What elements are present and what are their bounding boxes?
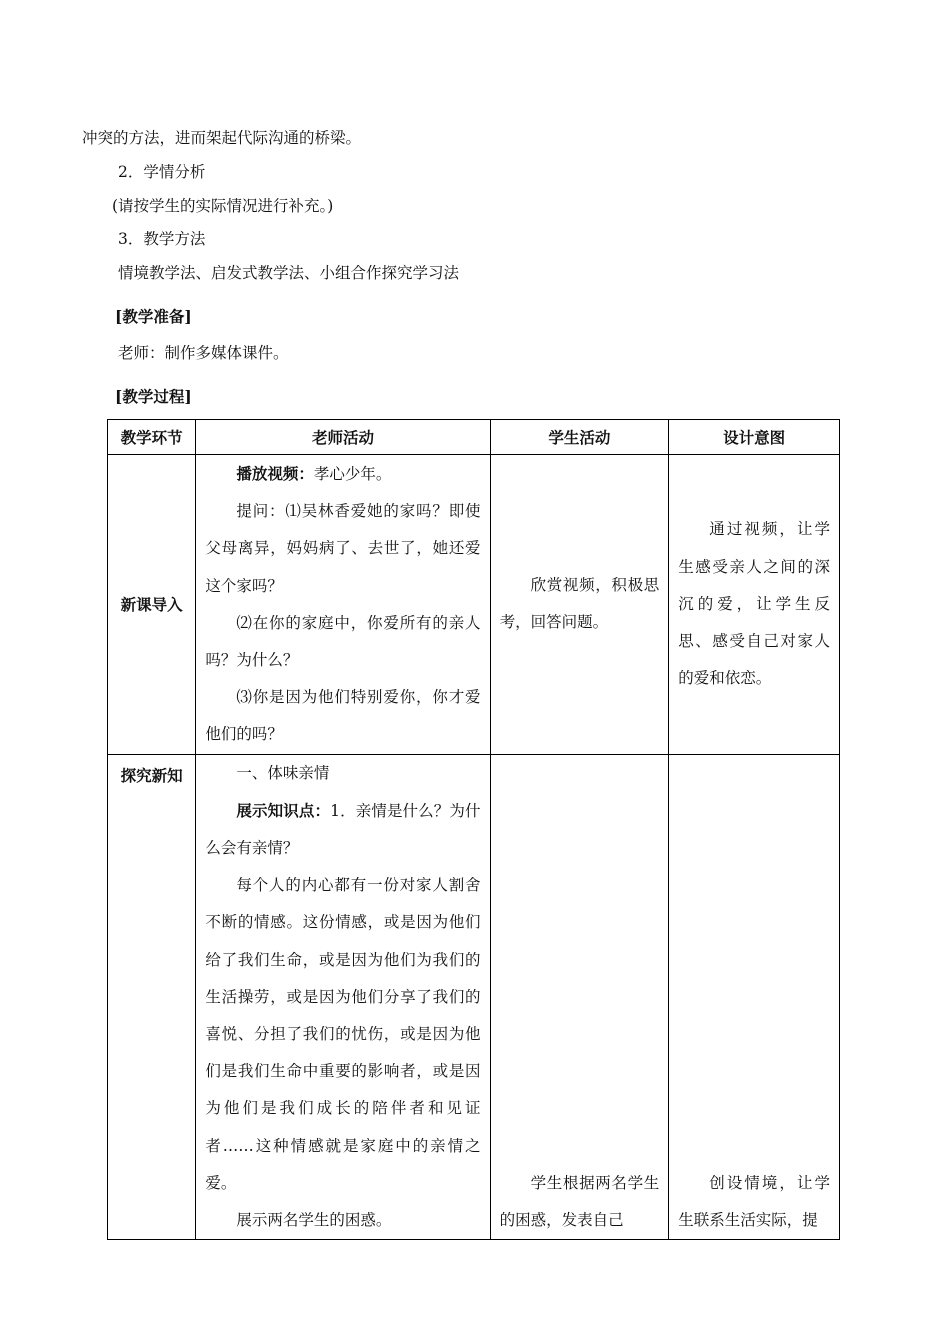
teacher-text: 1．亲情是什么？为什么会有亲情？ [205, 801, 481, 858]
teacher-paragraph: 一、体味亲情 [236, 763, 330, 782]
student-activity-cell [490, 455, 669, 755]
teacher-text: 孝心少年。 [313, 465, 392, 483]
teacher-paragraph: ⑶你是因为他们特别爱你，你才爱他们的吗？ [205, 688, 481, 744]
stage-cell: 探究新知 [108, 754, 196, 1240]
student-text: 学生根据两名学生的困惑，发表自己 [499, 1173, 660, 1230]
teacher-paragraph [205, 455, 480, 493]
heading-teaching-methods: 3．教学方法 [118, 230, 206, 248]
learning-analysis-text: (请按学生的实际情况进行补充。) [112, 197, 334, 215]
bold-label: 播放视频： [236, 464, 314, 483]
teacher-paragraph [205, 792, 480, 867]
student-activity-cell [490, 754, 669, 1240]
header-design-intent: 设计意图 [669, 420, 840, 455]
heading-learning-analysis: 2．学情分析 [118, 163, 206, 181]
table-row [108, 754, 840, 1240]
table-header-row [108, 420, 840, 455]
teaching-methods-text: 情境教学法、启发式教学法、小组合作探究学习法 [118, 264, 460, 282]
intent-text: 创设情境，让学生联系生活实际，提 [678, 1173, 830, 1230]
teacher-activity-cell [196, 754, 490, 1240]
table-row [108, 455, 840, 755]
teaching-prep-text: 老师：制作多媒体课件。 [118, 344, 289, 362]
teacher-paragraph: ⑵在你的家庭中，你爱所有的亲人吗？为什么？ [205, 613, 481, 670]
intent-text: 通过视频，让学生感受亲人之间的深沉的爱，让学生反思、感受自己对家人的爱和依恋。 [678, 520, 830, 688]
header-stage: 教学环节 [108, 420, 196, 455]
teacher-activity-cell [196, 455, 490, 755]
heading-teaching-process: [教学过程] [115, 387, 192, 406]
teacher-paragraph: 每个人的内心都有一份对家人割舍不断的情感。这份情感，或是因为他们给了我们生命，或是因为他们为我们的生活操劳，或是因为他们分享了我们的喜悦、分担了我们的忧伤，或是因为他们是我们生命中重要的影响者，或是因为他们是我们成长的陪伴者和见证者……这种情感就是家庭中的亲情之爱。 [205, 876, 481, 1192]
paragraph-continuation: 冲突的方法，进而架起代际沟通的桥梁。 [82, 129, 362, 147]
teacher-paragraph: 展示两名学生的困惑。 [236, 1211, 392, 1230]
teacher-paragraph: 提问：⑴吴林香爱她的家吗？即使父母离异，妈妈病了、去世了，她还爱这个家吗？ [205, 502, 481, 595]
design-intent-cell [669, 754, 840, 1240]
design-intent-cell [669, 455, 840, 755]
stage-cell: 新课导入 [108, 455, 196, 755]
bold-label: 展示知识点： [236, 800, 331, 820]
student-text: 欣赏视频，积极思考，回答问题。 [499, 576, 660, 632]
header-student-activity: 学生活动 [490, 420, 669, 455]
heading-teaching-prep: [教学准备] [115, 307, 192, 326]
teaching-process-table [107, 419, 840, 1240]
header-teacher-activity: 老师活动 [196, 420, 490, 455]
